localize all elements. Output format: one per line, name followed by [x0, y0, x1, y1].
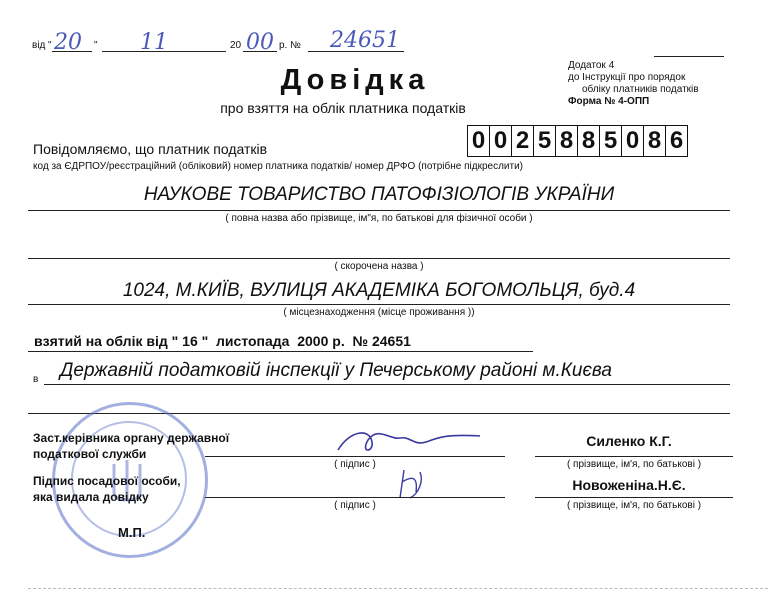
- sign2-line: [205, 497, 505, 498]
- full-name: НАУКОВЕ ТОВАРИСТВО ПАТОФІЗІОЛОГІВ УКРАЇНИ: [143, 184, 615, 205]
- addendum-block: [568, 60, 699, 108]
- sign1-name-line: [535, 456, 733, 457]
- sign1-label: [33, 430, 229, 462]
- addendum-line2: до Інструкції про порядок: [568, 72, 686, 83]
- sign1-line: [205, 456, 505, 457]
- sign1-label-line1: Заст.керівника органу державної: [33, 431, 230, 445]
- quote-close: ": [94, 40, 98, 51]
- quote-open: ": [48, 40, 52, 51]
- in-prefix: в: [33, 374, 39, 385]
- code-digit: 5: [599, 125, 622, 157]
- page-subtitle: про взяття на облік платника податків: [220, 100, 466, 116]
- mp-label: М.П.: [118, 525, 146, 540]
- date-year: 00: [246, 30, 274, 55]
- sign2-name-caption: ( прізвище, ім'я, по батькові ): [566, 500, 702, 511]
- year-prefix: 20: [230, 40, 242, 51]
- inspection-line: [44, 384, 730, 385]
- number-prefix: р. №: [279, 40, 301, 51]
- date-prefix: від: [32, 40, 46, 51]
- addendum-line1: Додаток 4: [568, 60, 615, 71]
- sign2-name: Новоженіна.Н.Є.: [572, 477, 686, 493]
- registered-text: взятий на облік від " 16 " листопада 2000 р. № 24651: [34, 333, 411, 349]
- registered-line: [28, 351, 533, 352]
- code-digit: 6: [665, 125, 688, 157]
- code-digit: 8: [555, 125, 578, 157]
- code-digits: [468, 125, 688, 157]
- signature-2: [390, 462, 440, 502]
- sign2-label-line2: яка видала довідку: [33, 490, 149, 504]
- date-month: 11: [140, 30, 168, 55]
- corner-line: [654, 56, 724, 57]
- code-digit: 0: [467, 125, 490, 157]
- code-digit: 0: [621, 125, 644, 157]
- sign1-name-caption: ( прізвище, ім'я, по батькові ): [566, 459, 702, 470]
- doc-number: 24651: [330, 28, 400, 53]
- sign2-label: [33, 473, 181, 505]
- code-digit: 8: [577, 125, 600, 157]
- form-number: Форма № 4-ОПП: [568, 96, 650, 107]
- short-name-line: [28, 258, 730, 259]
- code-digit: 2: [511, 125, 534, 157]
- address-caption: ( місцезнаходження (місце проживання )): [283, 307, 475, 318]
- code-digit: 5: [533, 125, 556, 157]
- short-name-caption: ( скорочена назва ): [334, 261, 424, 272]
- address: 1024, М.КИЇВ, ВУЛИЦЯ АКАДЕМІКА БОГОМОЛЬЦЯ, буд.4: [122, 280, 636, 301]
- sign1-name: Силенко К.Г.: [586, 433, 672, 449]
- full-name-line: [28, 210, 730, 211]
- code-digit: 8: [643, 125, 666, 157]
- year-line: [243, 51, 277, 52]
- signature-1: [330, 420, 490, 460]
- day-line: [52, 51, 92, 52]
- address-line: [28, 304, 730, 305]
- bottom-edge: [28, 588, 768, 589]
- notify-text: Повідомляємо, що платник податків: [33, 141, 268, 157]
- addendum-line3: обліку платників податків: [582, 84, 699, 95]
- page-title: Довідка: [280, 64, 430, 96]
- code-caption: код за ЄДРПОУ/реєстраційний (обліковий) номер платника податків/ номер ДРФО (потрібне підкреслити): [33, 161, 524, 172]
- full-name-caption: ( повна назва або прізвище, ім"я, по батькові для фізичної особи ): [225, 213, 533, 224]
- sign1-label-line2: податкової служби: [33, 447, 147, 461]
- month-line: [102, 51, 226, 52]
- sign2-name-line: [535, 497, 733, 498]
- date-day: 20: [54, 30, 82, 55]
- inspection-name: Державній податковій інспекції у Печерському районі м.Києва: [60, 360, 612, 381]
- code-digit: 0: [489, 125, 512, 157]
- sign1-caption: ( підпис ): [334, 459, 376, 470]
- sign2-label-line1: Підпис посадової особи,: [33, 474, 181, 488]
- number-line: [308, 51, 404, 52]
- sign2-caption: ( підпис ): [334, 500, 376, 511]
